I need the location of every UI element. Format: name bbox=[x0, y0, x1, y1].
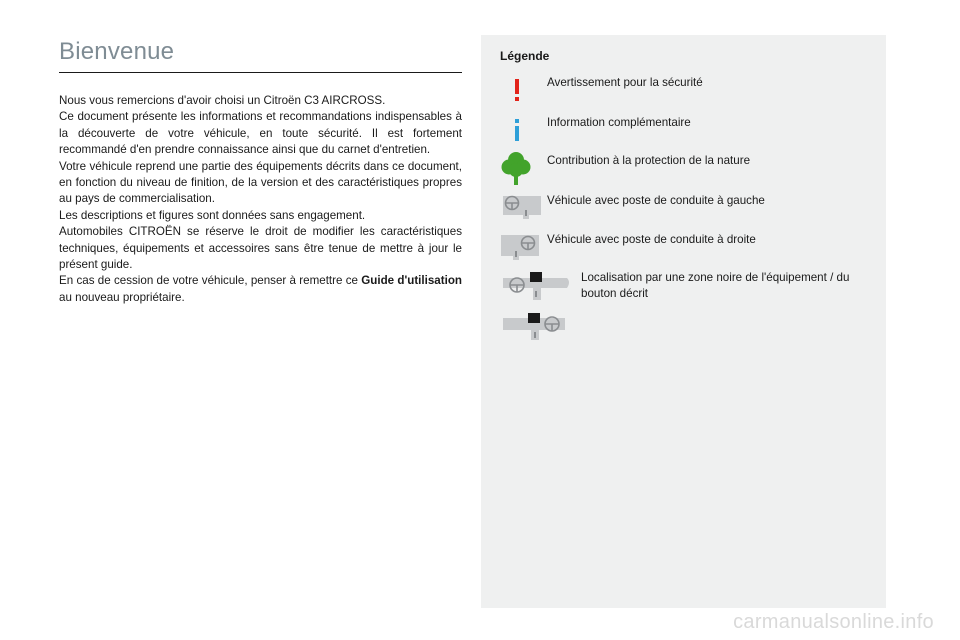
legend-panel bbox=[481, 35, 886, 608]
left-hand-drive-icon bbox=[501, 193, 541, 219]
legend-label: Contribution à la protection de la nature bbox=[547, 154, 751, 167]
dashboard-zone-icon bbox=[501, 270, 571, 342]
closing-text-start: En cas de cession de votre véhicule, penser à remettre ce bbox=[59, 274, 362, 288]
right-hand-drive-icon bbox=[501, 232, 541, 262]
page-title: Bienvenue bbox=[59, 38, 175, 65]
closing-paragraph bbox=[59, 273, 462, 306]
legend-label: Localisation par une zone noire de l'équipement / du bouton décrit bbox=[581, 271, 850, 301]
intro-paragraph: Ce document présente les informations et recommandations indispensables à la découverte de votre véhicule, en toute sécurité. Il est fortement recommandé d'en prendre connaissance ainsi que du carnet d'entretien. bbox=[59, 110, 462, 157]
legend-label: Information complémentaire bbox=[547, 116, 691, 129]
tree-icon bbox=[501, 151, 531, 187]
footer-watermark: carmanualsonline.info bbox=[733, 611, 934, 633]
intro-paragraph: Nous vous remercions d'avoir choisi un Citroën C3 AIRCROSS. bbox=[59, 94, 386, 107]
warning-icon bbox=[501, 77, 531, 105]
title-divider bbox=[59, 72, 462, 73]
guide-name: Guide d'utilisation bbox=[361, 274, 462, 288]
legend-label: Avertissement pour la sécurité bbox=[547, 76, 703, 89]
legend-title: Légende bbox=[500, 49, 550, 63]
welcome-section bbox=[59, 38, 462, 306]
info-icon bbox=[501, 117, 531, 145]
intro-paragraph: Automobiles CITROËN se réserve le droit de modifier les caractéristiques techniques, équipements et accessoires sans être tenue de mettre à jour le présent guide. bbox=[59, 225, 462, 272]
legend-label: Véhicule avec poste de conduite à gauche bbox=[547, 194, 765, 207]
intro-paragraph: Votre véhicule reprend une partie des équipements décrits dans ce document, en fonction du niveau de finition, de la version et des caractéristiques propres au pays de commercialisation. bbox=[59, 159, 462, 206]
intro-text bbox=[59, 93, 462, 306]
legend-label: Véhicule avec poste de conduite à droite bbox=[547, 233, 756, 246]
closing-text-end: au nouveau propriétaire. bbox=[59, 290, 185, 304]
intro-paragraph: Les descriptions et figures sont données sans engagement. bbox=[59, 208, 366, 222]
